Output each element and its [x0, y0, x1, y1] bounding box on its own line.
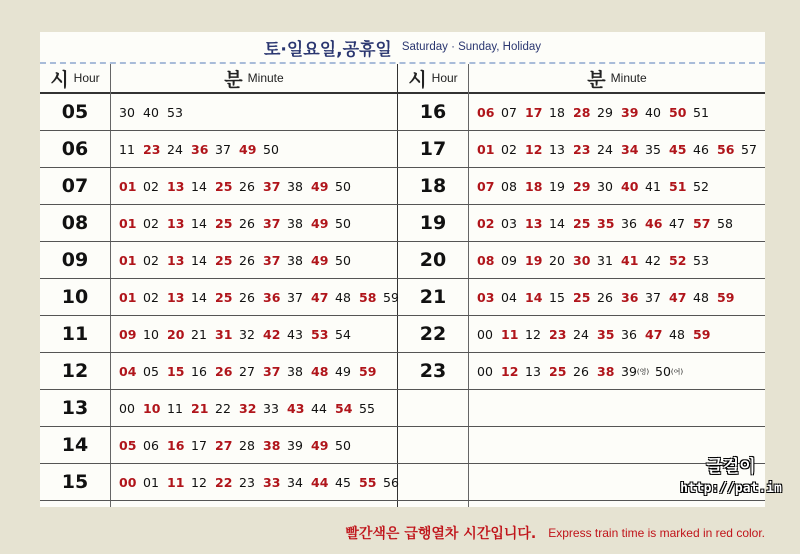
- minutes-cell: [477, 353, 689, 389]
- departure: 59: [383, 289, 399, 305]
- express-departure: 01: [119, 289, 137, 305]
- hour-cell: 19: [419, 212, 447, 234]
- express-departure: 44: [311, 474, 329, 490]
- express-departure: 52: [669, 252, 687, 268]
- departure: 26: [597, 289, 613, 305]
- express-departure: 28: [573, 104, 591, 120]
- express-departure: 13: [167, 289, 185, 305]
- express-departure: 39: [621, 104, 639, 120]
- hour-cell: 06: [61, 138, 89, 160]
- table-row: [40, 131, 765, 168]
- departure: 49: [335, 363, 351, 379]
- departure: 11: [167, 400, 183, 416]
- minutes-cell: [119, 168, 359, 204]
- departure: 35: [645, 141, 661, 157]
- departure: 28: [239, 437, 255, 453]
- departure: 50: [335, 178, 351, 194]
- departure: 14: [191, 178, 207, 194]
- departure: 14: [191, 289, 207, 305]
- departure: 08: [501, 178, 517, 194]
- express-departure: 25: [549, 363, 567, 379]
- departure: 18: [549, 104, 565, 120]
- departure: 46: [693, 141, 709, 157]
- departure: 24: [573, 326, 589, 342]
- minutes-cell: [119, 464, 407, 500]
- express-departure: 17: [525, 104, 543, 120]
- express-departure: 10: [143, 400, 161, 416]
- departure: 31: [597, 252, 613, 268]
- departure: 14: [191, 215, 207, 231]
- express-departure: 13: [167, 215, 185, 231]
- legend-footer: [40, 518, 765, 548]
- express-departure: 47: [645, 326, 663, 342]
- departure: 48: [335, 289, 351, 305]
- watermark-name: 글걸이: [706, 457, 756, 477]
- departure: 57: [741, 141, 757, 157]
- departure: 44: [311, 400, 327, 416]
- express-departure: 22: [215, 474, 233, 490]
- minutes-cell: [119, 279, 407, 315]
- express-departure: 21: [191, 400, 209, 416]
- departure: 21: [191, 326, 207, 342]
- hour-cell: 11: [61, 323, 89, 345]
- departure: 15: [549, 289, 565, 305]
- departure: 16: [191, 363, 207, 379]
- departure: 07: [501, 104, 517, 120]
- express-departure: 37: [263, 215, 281, 231]
- departure: 54: [335, 326, 351, 342]
- departure: 03: [501, 215, 517, 231]
- departure: 02: [143, 252, 159, 268]
- express-departure: 38: [263, 437, 281, 453]
- express-departure: 01: [119, 252, 137, 268]
- departure: 26: [239, 178, 255, 194]
- express-departure: 15: [167, 363, 185, 379]
- table-row: [40, 316, 765, 353]
- departure: 22: [215, 400, 231, 416]
- express-departure: 25: [573, 215, 591, 231]
- hour-cell: 20: [419, 249, 447, 271]
- minutes-cell: [477, 168, 717, 204]
- express-departure: 37: [263, 178, 281, 194]
- express-departure: 56: [717, 141, 735, 157]
- departure: 02: [143, 289, 159, 305]
- express-departure: 25: [573, 289, 591, 305]
- express-departure: 02: [477, 215, 495, 231]
- express-departure: 14: [525, 289, 543, 305]
- departure: 02: [501, 141, 517, 157]
- express-departure: 20: [167, 326, 185, 342]
- table-row: [40, 353, 765, 390]
- departure: 38: [287, 178, 303, 194]
- minutes-cell: [119, 131, 287, 167]
- express-departure: 59: [359, 363, 377, 379]
- departure: 23: [239, 474, 255, 490]
- departure: 38: [287, 252, 303, 268]
- departure: 37: [645, 289, 661, 305]
- express-departure: 42: [263, 326, 281, 342]
- departure: 01: [143, 474, 159, 490]
- departure: 26: [239, 252, 255, 268]
- departure: 53: [167, 104, 183, 120]
- minutes-cell: [119, 94, 191, 130]
- departure: 13: [525, 363, 541, 379]
- express-departure: 35: [597, 215, 615, 231]
- express-departure: 46: [645, 215, 663, 231]
- title-korean: 토·일요일,공휴일: [263, 39, 392, 60]
- express-departure: 09: [119, 326, 137, 342]
- minutes-cell: [477, 94, 717, 130]
- departure: 50: [335, 215, 351, 231]
- express-departure: 13: [167, 178, 185, 194]
- express-departure: 23: [573, 141, 591, 157]
- express-departure: 12: [525, 141, 543, 157]
- hour-cell: 21: [419, 286, 447, 308]
- departure: 02: [143, 178, 159, 194]
- minutes-cell: [477, 279, 741, 315]
- hour-cell: 07: [61, 175, 89, 197]
- departure: 36: [621, 326, 637, 342]
- departure: 56: [383, 474, 399, 490]
- departure: 06: [143, 437, 159, 453]
- express-departure: 41: [621, 252, 639, 268]
- express-departure: 40: [621, 178, 639, 194]
- departure: 32: [239, 326, 255, 342]
- express-departure: 57: [693, 215, 711, 231]
- departure: 13: [549, 141, 565, 157]
- departure: 50: [263, 141, 279, 157]
- departure: 02: [143, 215, 159, 231]
- express-departure: 54: [335, 400, 353, 416]
- departure: 43: [287, 326, 303, 342]
- express-departure: 55: [359, 474, 377, 490]
- express-departure: 25: [215, 252, 233, 268]
- departure-note: (영): [636, 367, 650, 376]
- departure: 50(여): [655, 363, 684, 379]
- express-departure: 38: [597, 363, 615, 379]
- express-departure: 37: [263, 252, 281, 268]
- departure: 48: [669, 326, 685, 342]
- departure: 00: [477, 363, 493, 379]
- express-departure: 16: [167, 437, 185, 453]
- hour-cell: [398, 464, 468, 500]
- express-departure: 25: [215, 289, 233, 305]
- departure: 19: [549, 178, 565, 194]
- departure: 51: [693, 104, 709, 120]
- minutes-cell: [477, 131, 765, 167]
- hour-cell: [398, 427, 468, 463]
- express-departure: 25: [215, 178, 233, 194]
- hour-cell: 14: [61, 434, 89, 456]
- hour-cell: 09: [61, 249, 89, 271]
- table-row: [40, 279, 765, 316]
- express-departure: 01: [119, 215, 137, 231]
- departure: 14: [191, 252, 207, 268]
- express-departure: 23: [549, 326, 567, 342]
- hour-cell: 23: [419, 360, 447, 382]
- departure: 42: [645, 252, 661, 268]
- departure: 36: [621, 215, 637, 231]
- express-departure: 27: [215, 437, 233, 453]
- express-departure: 01: [119, 178, 137, 194]
- departure: 52: [693, 178, 709, 194]
- departure: 09: [501, 252, 517, 268]
- express-departure: 30: [573, 252, 591, 268]
- departure: 24: [597, 141, 613, 157]
- column-header-row: [40, 64, 765, 94]
- departure: 40: [645, 104, 661, 120]
- hour-cell: 18: [419, 175, 447, 197]
- departure: 37: [287, 289, 303, 305]
- minutes-cell: [119, 205, 359, 241]
- table-row: [40, 205, 765, 242]
- express-departure: 19: [525, 252, 543, 268]
- table-row: [40, 427, 765, 464]
- express-departure: 49: [311, 252, 329, 268]
- hour-cell: 10: [61, 286, 89, 308]
- hour-cell: 16: [419, 101, 447, 123]
- table-row: [40, 168, 765, 205]
- timetable-board: [40, 32, 765, 507]
- departure: 27: [239, 363, 255, 379]
- express-departure: 36: [263, 289, 281, 305]
- express-departure: 43: [287, 400, 305, 416]
- departure: 12: [191, 474, 207, 490]
- hour-header-right: 시 Hour: [408, 68, 458, 91]
- hour-cell: 15: [61, 471, 89, 493]
- watermark-url: http://pat.im: [680, 481, 782, 496]
- departure: 34: [287, 474, 303, 490]
- departure: 04: [501, 289, 517, 305]
- table-row: [40, 390, 765, 427]
- departure: 30: [597, 178, 613, 194]
- title-english: Saturday · Sunday, Holiday: [401, 41, 541, 53]
- departure: 53: [693, 252, 709, 268]
- departure: 00: [477, 326, 493, 342]
- departure: 11: [119, 141, 135, 157]
- departure: 39(영): [621, 363, 650, 379]
- departure: 26: [573, 363, 589, 379]
- departure: 50: [335, 252, 351, 268]
- minute-header-left: 분 Minute: [224, 68, 284, 91]
- express-departure: 29: [573, 178, 591, 194]
- timetable-title: [40, 32, 765, 64]
- departure: 17: [191, 437, 207, 453]
- express-departure: 33: [263, 474, 281, 490]
- departure: 48: [693, 289, 709, 305]
- express-departure: 03: [477, 289, 495, 305]
- departure: 45: [335, 474, 351, 490]
- express-departure: 49: [311, 215, 329, 231]
- minutes-cell: [477, 316, 717, 352]
- express-departure: 01: [477, 141, 495, 157]
- departure: 41: [645, 178, 661, 194]
- express-departure: 04: [119, 363, 137, 379]
- express-departure: 49: [239, 141, 257, 157]
- express-departure: 48: [311, 363, 329, 379]
- departure: 30: [119, 104, 135, 120]
- hour-cell: 22: [419, 323, 447, 345]
- table-row: [40, 464, 765, 501]
- minutes-cell: [119, 353, 383, 389]
- departure: 38: [287, 215, 303, 231]
- hour-cell: 08: [61, 212, 89, 234]
- express-departure: 00: [119, 474, 137, 490]
- express-departure: 13: [525, 215, 543, 231]
- express-departure: 34: [621, 141, 639, 157]
- departure: 24: [167, 141, 183, 157]
- departure: 33: [263, 400, 279, 416]
- express-departure: 59: [717, 289, 735, 305]
- express-departure: 36: [621, 289, 639, 305]
- minutes-cell: [477, 205, 741, 241]
- departure-note: (여): [670, 367, 684, 376]
- express-departure: 51: [669, 178, 687, 194]
- watermark: [676, 452, 786, 496]
- departure: 40: [143, 104, 159, 120]
- express-departure: 59: [693, 326, 711, 342]
- express-departure: 11: [167, 474, 185, 490]
- minutes-cell: [119, 390, 383, 426]
- hour-cell: 05: [61, 101, 89, 123]
- minutes-cell: [119, 316, 359, 352]
- express-departure: 25: [215, 215, 233, 231]
- express-departure: 53: [311, 326, 329, 342]
- express-departure: 07: [477, 178, 495, 194]
- hour-cell: [398, 390, 468, 426]
- express-departure: 58: [359, 289, 377, 305]
- departure: 39: [287, 437, 303, 453]
- minutes-cell: [119, 427, 359, 463]
- departure: 26: [239, 215, 255, 231]
- express-departure: 45: [669, 141, 687, 157]
- express-departure: 18: [525, 178, 543, 194]
- minute-header-right: 분 Minute: [587, 68, 647, 91]
- minutes-cell: [119, 242, 359, 278]
- table-row: [40, 94, 765, 131]
- express-departure: 49: [311, 437, 329, 453]
- departure: 55: [359, 400, 375, 416]
- departure: 38: [287, 363, 303, 379]
- express-departure: 31: [215, 326, 233, 342]
- departure: 20: [549, 252, 565, 268]
- hour-cell: 17: [419, 138, 447, 160]
- express-departure: 49: [311, 178, 329, 194]
- departure: 58: [717, 215, 733, 231]
- express-departure: 12: [501, 363, 519, 379]
- express-departure: 08: [477, 252, 495, 268]
- legend-english: Express train time is marked in red color.: [548, 526, 765, 540]
- express-departure: 50: [669, 104, 687, 120]
- departure: 00: [119, 400, 135, 416]
- departure: 26: [239, 289, 255, 305]
- hour-header-left: 시 Hour: [50, 68, 100, 91]
- departure: 10: [143, 326, 159, 342]
- departure: 47: [669, 215, 685, 231]
- table-row: [40, 242, 765, 279]
- express-departure: 13: [167, 252, 185, 268]
- express-departure: 32: [239, 400, 257, 416]
- express-departure: 35: [597, 326, 615, 342]
- departure: 14: [549, 215, 565, 231]
- express-departure: 26: [215, 363, 233, 379]
- departure: 29: [597, 104, 613, 120]
- departure: 50: [335, 437, 351, 453]
- departure: 05: [143, 363, 159, 379]
- express-departure: 47: [311, 289, 329, 305]
- legend-korean: 빨간색은 급행열차 시간입니다.: [345, 526, 537, 542]
- express-departure: 36: [191, 141, 209, 157]
- departure: 12: [525, 326, 541, 342]
- express-departure: 11: [501, 326, 519, 342]
- express-departure: 37: [263, 363, 281, 379]
- express-departure: 23: [143, 141, 161, 157]
- hour-cell: 12: [61, 360, 89, 382]
- express-departure: 06: [477, 104, 495, 120]
- departure: 37: [215, 141, 231, 157]
- express-departure: 47: [669, 289, 687, 305]
- hour-cell: 13: [61, 397, 89, 419]
- minutes-cell: [477, 242, 717, 278]
- express-departure: 05: [119, 437, 137, 453]
